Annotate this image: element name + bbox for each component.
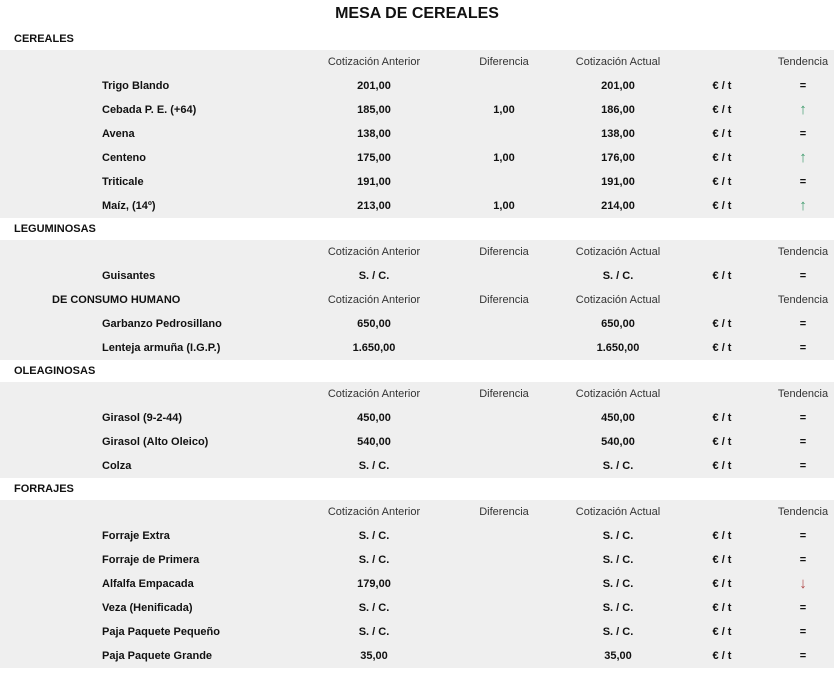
section-forrajes bbox=[0, 500, 834, 668]
price-unit: € / t bbox=[712, 436, 732, 448]
header-prev: Cotización Anterior bbox=[327, 56, 421, 68]
price-difference bbox=[472, 620, 536, 644]
product-name: Paja Paquete Grande bbox=[102, 650, 213, 662]
table-row bbox=[0, 194, 834, 218]
header-prev: Cotización Anterior bbox=[327, 246, 421, 258]
header-trend: Tendencia bbox=[777, 56, 829, 68]
current-price: 191,00 bbox=[601, 176, 635, 188]
price-difference bbox=[472, 312, 536, 336]
current-price: 138,00 bbox=[601, 128, 635, 140]
current-price: 540,00 bbox=[601, 436, 635, 448]
previous-price: 185,00 bbox=[357, 104, 391, 116]
product-name: Garbanzo Pedrosillano bbox=[102, 318, 222, 330]
price-difference: 1,00 bbox=[493, 152, 515, 164]
previous-price: 179,00 bbox=[357, 578, 391, 590]
page-title: MESA DE CEREALES bbox=[335, 5, 499, 22]
trend-indicator: = bbox=[799, 342, 807, 354]
table-row bbox=[0, 620, 834, 644]
current-price: 450,00 bbox=[601, 412, 635, 424]
header-diff: Diferencia bbox=[479, 56, 529, 68]
price-difference bbox=[472, 430, 536, 454]
table-row bbox=[0, 74, 834, 98]
subsection-title: DE CONSUMO HUMANO bbox=[52, 294, 181, 306]
header-diff: Diferencia bbox=[479, 506, 529, 518]
previous-price: S. / C. bbox=[358, 530, 390, 542]
price-difference bbox=[472, 454, 536, 478]
current-price: 1.650,00 bbox=[596, 342, 640, 354]
table-row bbox=[0, 406, 834, 430]
price-difference bbox=[472, 524, 536, 548]
price-difference bbox=[472, 548, 536, 572]
column-header-row bbox=[0, 240, 834, 264]
product-name: Forraje de Primera bbox=[102, 554, 200, 566]
trend-indicator: = bbox=[799, 80, 807, 92]
trend-up-arrow-icon: ↑ bbox=[799, 101, 807, 118]
current-price: 214,00 bbox=[601, 200, 635, 212]
column-header-row bbox=[0, 500, 834, 524]
price-unit: € / t bbox=[712, 626, 732, 638]
previous-price: 650,00 bbox=[357, 318, 391, 330]
header-curr: Cotización Actual bbox=[575, 294, 661, 306]
section-cereales bbox=[0, 50, 834, 218]
section-oleaginosas bbox=[0, 382, 834, 478]
column-header-row bbox=[0, 50, 834, 74]
previous-price: 191,00 bbox=[357, 176, 391, 188]
price-difference: 1,00 bbox=[493, 104, 515, 116]
price-difference bbox=[472, 74, 536, 98]
product-name: Centeno bbox=[102, 152, 146, 164]
product-name: Veza (Henificada) bbox=[102, 602, 193, 614]
table-row bbox=[0, 170, 834, 194]
table-row bbox=[0, 644, 834, 668]
product-name: Trigo Blando bbox=[102, 80, 170, 92]
trend-indicator: = bbox=[799, 412, 807, 424]
product-name: Avena bbox=[102, 128, 135, 140]
price-unit: € / t bbox=[712, 602, 732, 614]
table-row bbox=[0, 596, 834, 620]
previous-price: S. / C. bbox=[358, 460, 390, 472]
product-name: Cebada P. E. (+64) bbox=[102, 104, 197, 116]
trend-indicator: = bbox=[799, 176, 807, 188]
product-name: Girasol (Alto Oleico) bbox=[102, 436, 209, 448]
current-price: S. / C. bbox=[602, 270, 634, 282]
price-unit: € / t bbox=[712, 342, 732, 354]
previous-price: 450,00 bbox=[357, 412, 391, 424]
previous-price: 201,00 bbox=[357, 80, 391, 92]
header-curr: Cotización Actual bbox=[575, 246, 661, 258]
price-difference bbox=[472, 170, 536, 194]
section-title-leguminosas: LEGUMINOSAS bbox=[0, 218, 834, 240]
header-trend: Tendencia bbox=[777, 388, 829, 400]
price-unit: € / t bbox=[712, 318, 732, 330]
table-row bbox=[0, 336, 834, 360]
header-curr: Cotización Actual bbox=[575, 506, 661, 518]
product-name: Guisantes bbox=[102, 270, 156, 282]
trend-indicator: = bbox=[799, 128, 807, 140]
price-difference bbox=[472, 406, 536, 430]
current-price: S. / C. bbox=[602, 554, 634, 566]
header-curr: Cotización Actual bbox=[575, 388, 661, 400]
current-price: 201,00 bbox=[601, 80, 635, 92]
trend-indicator: = bbox=[799, 436, 807, 448]
product-name: Maíz, (14º) bbox=[102, 200, 156, 212]
price-unit: € / t bbox=[712, 152, 732, 164]
section-leguminosas bbox=[0, 240, 834, 360]
product-name: Triticale bbox=[102, 176, 144, 188]
header-trend: Tendencia bbox=[777, 294, 829, 306]
price-unit: € / t bbox=[712, 650, 732, 662]
price-difference bbox=[472, 122, 536, 146]
current-price: S. / C. bbox=[602, 460, 634, 472]
header-diff: Diferencia bbox=[479, 388, 529, 400]
header-curr: Cotización Actual bbox=[575, 56, 661, 68]
price-unit: € / t bbox=[712, 200, 732, 212]
table-row bbox=[0, 572, 834, 596]
price-unit: € / t bbox=[712, 176, 732, 188]
trend-indicator: = bbox=[799, 460, 807, 472]
previous-price: 540,00 bbox=[357, 436, 391, 448]
table-row bbox=[0, 430, 834, 454]
previous-price: 175,00 bbox=[357, 152, 391, 164]
header-trend: Tendencia bbox=[777, 246, 829, 258]
header-trend: Tendencia bbox=[777, 506, 829, 518]
price-difference bbox=[472, 596, 536, 620]
previous-price: S. / C. bbox=[358, 270, 390, 282]
current-price: S. / C. bbox=[602, 626, 634, 638]
product-name: Paja Paquete Pequeño bbox=[102, 626, 220, 638]
header-diff: Diferencia bbox=[479, 294, 529, 306]
previous-price: 138,00 bbox=[357, 128, 391, 140]
current-price: S. / C. bbox=[602, 602, 634, 614]
trend-indicator: = bbox=[799, 626, 807, 638]
table-row bbox=[0, 122, 834, 146]
section-title-cereales: CEREALES bbox=[0, 28, 834, 50]
current-price: 650,00 bbox=[601, 318, 635, 330]
trend-down-arrow-icon: ↓ bbox=[799, 575, 807, 592]
price-unit: € / t bbox=[712, 530, 732, 542]
previous-price: S. / C. bbox=[358, 602, 390, 614]
current-price: 186,00 bbox=[601, 104, 635, 116]
table-row bbox=[0, 524, 834, 548]
section-title-oleaginosas: OLEAGINOSAS bbox=[0, 360, 834, 382]
table-row bbox=[0, 264, 834, 288]
price-unit: € / t bbox=[712, 104, 732, 116]
trend-indicator: = bbox=[799, 530, 807, 542]
trend-up-arrow-icon: ↑ bbox=[799, 149, 807, 166]
product-name: Alfalfa Empacada bbox=[102, 578, 194, 590]
trend-indicator: = bbox=[799, 554, 807, 566]
price-difference bbox=[472, 264, 536, 288]
price-unit: € / t bbox=[712, 460, 732, 472]
table-row bbox=[0, 146, 834, 170]
column-header-row bbox=[0, 382, 834, 406]
header-diff: Diferencia bbox=[479, 246, 529, 258]
price-unit: € / t bbox=[712, 128, 732, 140]
previous-price: S. / C. bbox=[358, 554, 390, 566]
table-row bbox=[0, 548, 834, 572]
current-price: S. / C. bbox=[602, 578, 634, 590]
header-prev: Cotización Anterior bbox=[327, 294, 421, 306]
header-prev: Cotización Anterior bbox=[327, 388, 421, 400]
current-price: 35,00 bbox=[604, 650, 632, 662]
product-name: Lenteja armuña (I.G.P.) bbox=[102, 342, 221, 354]
price-difference bbox=[472, 644, 536, 668]
price-difference: 1,00 bbox=[493, 200, 515, 212]
current-price: S. / C. bbox=[602, 530, 634, 542]
trend-indicator: = bbox=[799, 602, 807, 614]
trend-indicator: = bbox=[799, 270, 807, 282]
previous-price: S. / C. bbox=[358, 626, 390, 638]
price-unit: € / t bbox=[712, 270, 732, 282]
trend-up-arrow-icon: ↑ bbox=[799, 197, 807, 214]
header-prev: Cotización Anterior bbox=[327, 506, 421, 518]
previous-price: 213,00 bbox=[357, 200, 391, 212]
section-title-forrajes: FORRAJES bbox=[0, 478, 834, 500]
table-row bbox=[0, 454, 834, 478]
table-row bbox=[0, 98, 834, 122]
price-difference bbox=[472, 572, 536, 596]
price-unit: € / t bbox=[712, 412, 732, 424]
product-name: Colza bbox=[102, 460, 132, 472]
price-unit: € / t bbox=[712, 554, 732, 566]
price-unit: € / t bbox=[712, 578, 732, 590]
price-unit: € / t bbox=[712, 80, 732, 92]
table-row bbox=[0, 312, 834, 336]
product-name: Girasol (9-2-44) bbox=[102, 412, 183, 424]
trend-indicator: = bbox=[799, 650, 807, 662]
price-difference bbox=[472, 336, 536, 360]
previous-price: 1.650,00 bbox=[352, 342, 396, 354]
product-name: Forraje Extra bbox=[102, 530, 170, 542]
previous-price: 35,00 bbox=[360, 650, 388, 662]
subsection-header-row bbox=[0, 288, 834, 312]
current-price: 176,00 bbox=[601, 152, 635, 164]
trend-indicator: = bbox=[799, 318, 807, 330]
